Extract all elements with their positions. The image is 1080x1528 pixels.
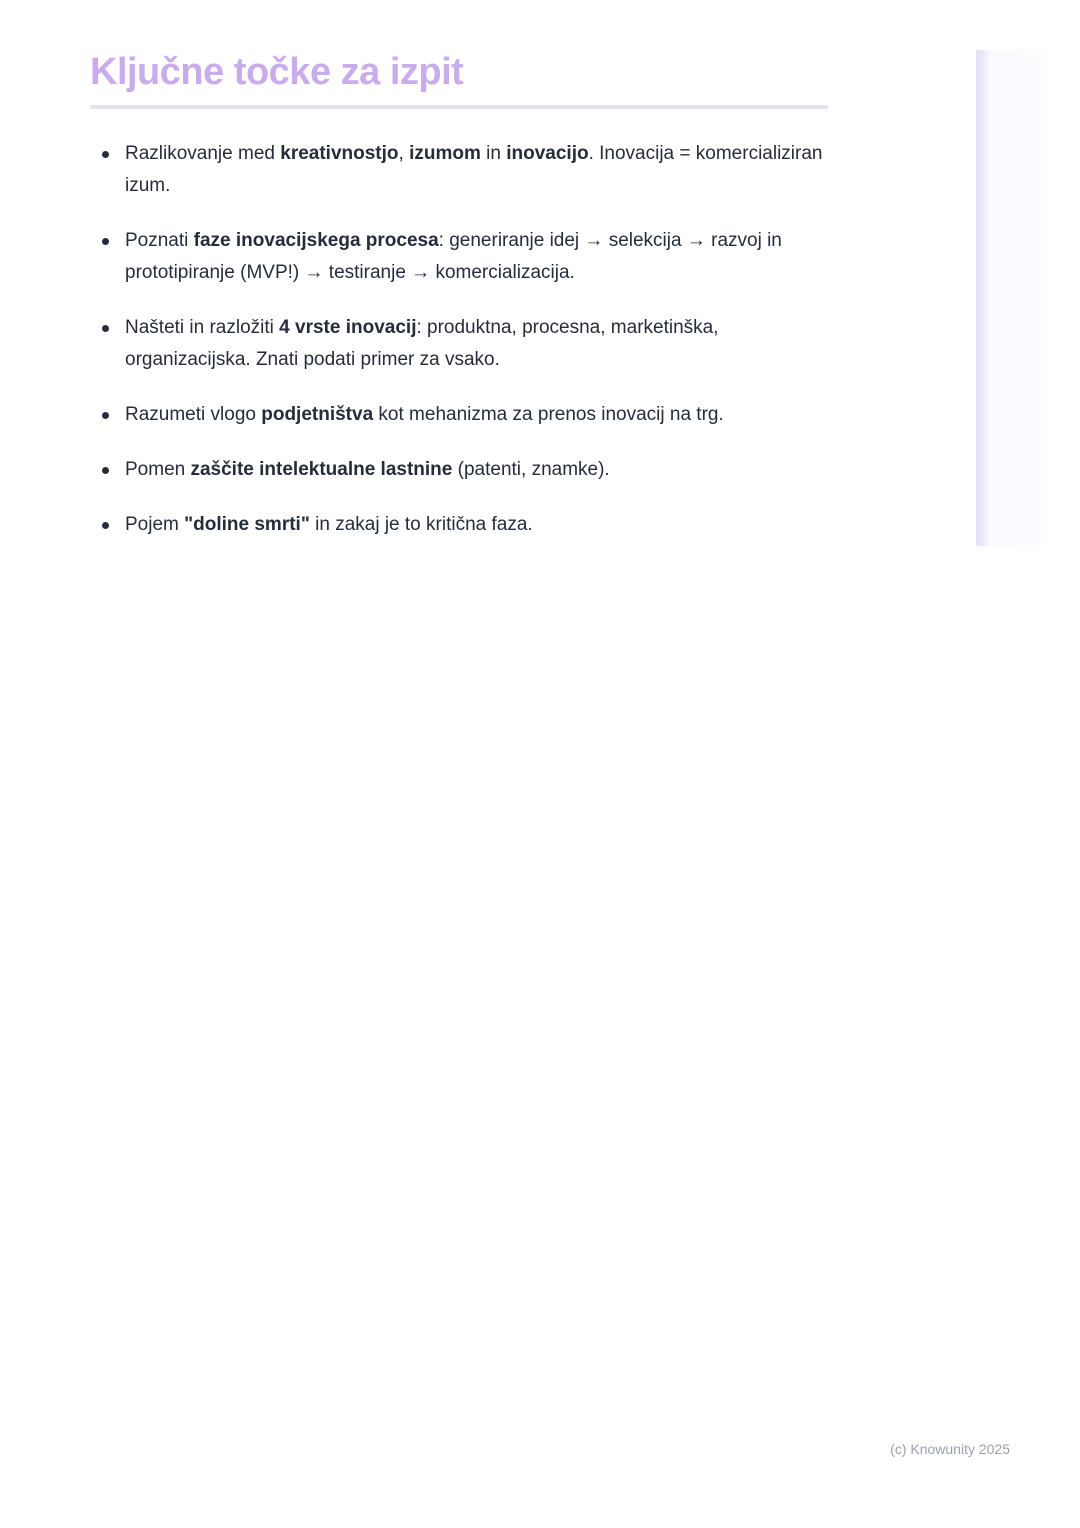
list-item-text: ,	[398, 142, 410, 164]
page-title: Ključne točke za izpit	[90, 51, 464, 93]
list-item-text: Razumeti vlogo	[125, 403, 262, 425]
list-item	[90, 312, 835, 376]
notes-page	[90, 50, 835, 564]
list-item-text: . Inovacija = komercializiran izum.	[125, 142, 823, 196]
list-item-text-bold: faze inovacijskega procesa	[193, 229, 439, 251]
list-item-text: : produktna, procesna, marketinška, organizacijska. Znati podati primer za vsako.	[125, 316, 719, 370]
list-item-text-bold: podjetništva	[261, 403, 374, 425]
list-item-text: Poznati	[125, 229, 194, 251]
list-item-text-bold: inovacijo	[506, 142, 589, 164]
copyright-text: (c) Knowunity 2025	[890, 1441, 1010, 1457]
list-item-text-bold: zaščite intelektualne lastnine	[190, 458, 453, 480]
next-page-edge	[976, 50, 1080, 546]
key-points-list	[90, 138, 835, 541]
list-item-text: in zakaj je to kritična faza.	[309, 513, 533, 535]
list-item-text: Našteti in razložiti	[125, 316, 280, 338]
list-item-text: Pojem	[125, 513, 185, 535]
list-item	[90, 225, 835, 289]
title-divider	[90, 105, 828, 109]
list-item	[90, 454, 835, 486]
list-item-text-bold: izumom	[409, 142, 481, 164]
list-item-text: Razlikovanje med	[125, 142, 281, 164]
list-item	[90, 399, 835, 431]
list-item	[90, 138, 835, 202]
list-item-text: in	[480, 142, 507, 164]
list-item-text: : generiranje idej → selekcija → razvoj in prototipiranje (MVP!) → testiranje → komercializacija.	[125, 229, 782, 283]
list-item-text: kot mehanizma za prenos inovacij na trg.	[373, 403, 724, 425]
list-item-text-bold: "doline smrti"	[184, 513, 310, 535]
list-item	[90, 509, 835, 541]
list-item-text: (patenti, znamke).	[452, 458, 610, 480]
list-item-text-bold: 4 vrste inovacij	[279, 316, 417, 338]
list-item-text-bold: kreativnostjo	[280, 142, 399, 164]
list-item-text: Pomen	[125, 458, 191, 480]
